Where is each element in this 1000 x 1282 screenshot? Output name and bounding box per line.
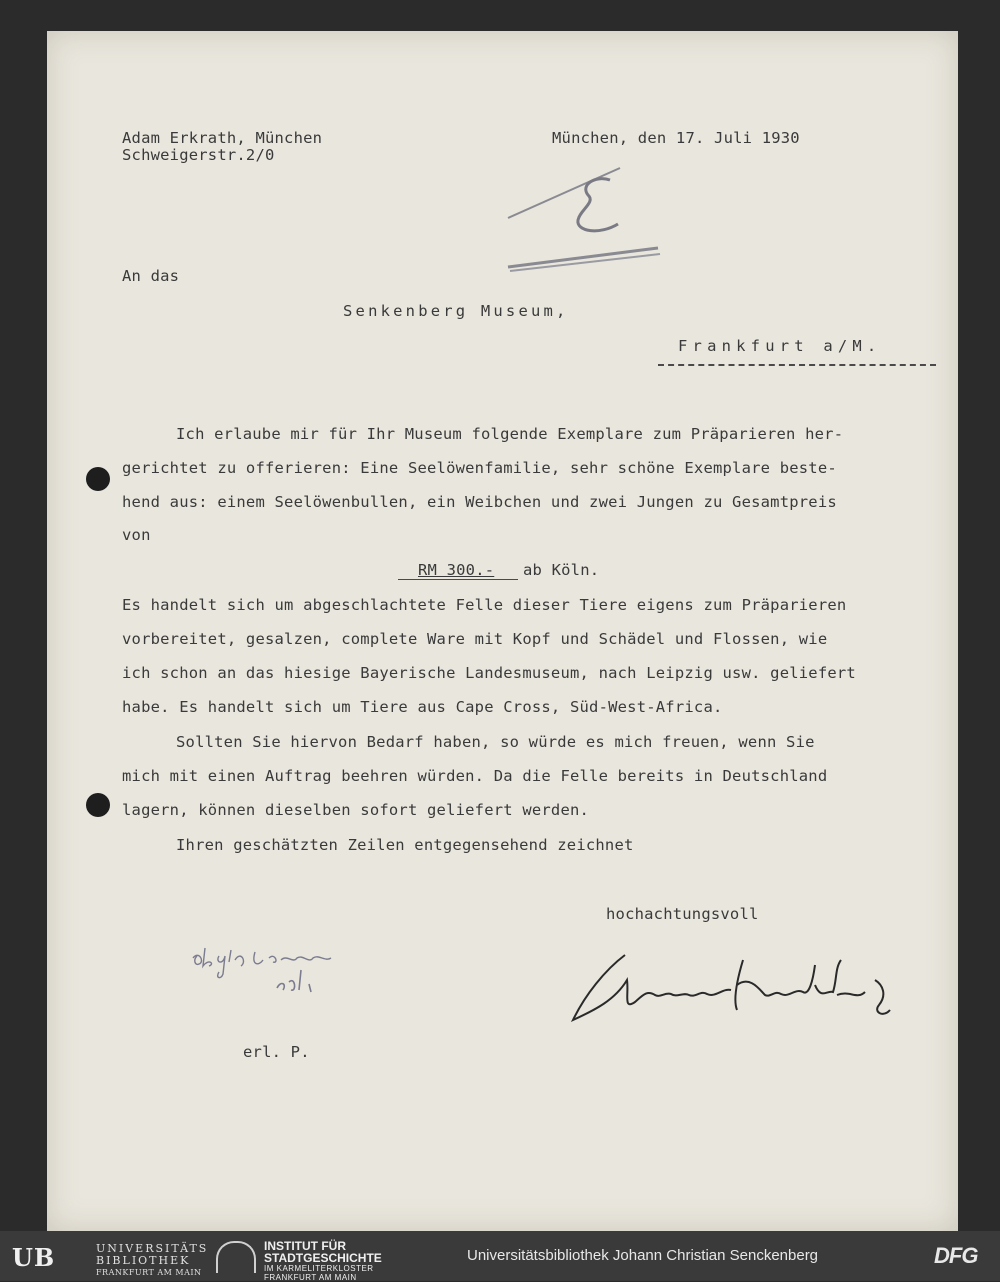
price-underline <box>398 579 518 580</box>
handwritten-note <box>185 940 345 1000</box>
paragraph-1-line-2: gerichtet zu offerieren: Eine Seelöwenfamilie, sehr schöne Exemplare beste- <box>122 459 837 477</box>
sender-name: Adam Erkrath, München <box>122 129 323 147</box>
punch-hole-bottom <box>86 793 110 817</box>
paragraph-2-line-4: habe. Es handelt sich um Tiere aus Cape Cross, Süd-West-Africa. <box>122 698 723 716</box>
paragraph-2-line-3: ich schon an das hiesige Bayerische Landesmuseum, nach Leipzig usw. geliefert <box>122 664 856 682</box>
price-suffix: ab Köln. <box>523 561 600 579</box>
price: RM 300.- <box>418 561 495 579</box>
ub-line-3: FRANKFURT AM MAIN <box>96 1268 202 1277</box>
closing: hochachtungsvoll <box>606 905 759 923</box>
paragraph-1-line-3: hend aus: einem Seelöwenbullen, ein Weibchen und zwei Jungen zu Gesamtpreis <box>122 493 837 511</box>
paragraph-3-line-3: lagern, können dieselben sofort geliefert werden. <box>122 801 590 819</box>
footer-bar <box>0 1231 1000 1281</box>
isg-line-1: INSTITUT FÜR <box>264 1239 346 1253</box>
note: erl. P. <box>243 1043 310 1061</box>
ub-line-1: UNIVERSITÄTS <box>96 1242 209 1255</box>
paragraph-1-line-1: Ich erlaube mir für Ihr Museum folgende Exemplare zum Präparieren her- <box>176 425 844 443</box>
salutation: An das <box>122 267 180 285</box>
recipient-name: Senkenberg Museum, <box>343 302 569 320</box>
recipient-city-underline <box>658 364 936 366</box>
isg-line-2: STADTGESCHICHTE <box>264 1251 382 1265</box>
ub-text <box>96 1243 208 1279</box>
dfg-logo: DFG <box>934 1243 978 1268</box>
paragraph-4: Ihren geschätzten Zeilen entgegensehend zeichnet <box>176 836 634 854</box>
isg-line-4: FRANKFURT AM MAIN <box>264 1273 357 1282</box>
isg-line-3: IM KARMELITERKLOSTER <box>264 1264 374 1273</box>
recipient-city: Frankfurt a/M. <box>678 337 882 355</box>
paragraph-1-line-4: von <box>122 526 151 544</box>
ub-logo: UB <box>12 1243 56 1272</box>
place-date: München, den 17. Juli 1930 <box>552 129 800 147</box>
paragraph-2-line-1: Es handelt sich um abgeschlachtete Felle dieser Tiere eigens zum Präparieren <box>122 596 847 614</box>
signature <box>565 940 905 1035</box>
paragraph-2-line-2: vorbereitet, gesalzen, complete Ware mit Kopf und Schädel und Flossen, wie <box>122 630 828 648</box>
paragraph-3-line-2: mich mit einen Auftrag beehren würden. Da die Felle bereits in Deutschland <box>122 767 828 785</box>
paragraph-3-line-1: Sollten Sie hiervon Bedarf haben, so würde es mich freuen, wenn Sie <box>176 733 815 751</box>
ub-line-2: BIBLIOTHEK <box>96 1254 191 1267</box>
isg-arch-icon <box>216 1241 256 1273</box>
sender-street: Schweigerstr.2/0 <box>122 146 275 164</box>
punch-hole-top <box>86 467 110 491</box>
footer-library-name: Universitätsbibliothek Johann Christian Senckenberg <box>467 1247 819 1264</box>
isg-text <box>264 1240 382 1282</box>
pencil-mark <box>500 160 670 275</box>
